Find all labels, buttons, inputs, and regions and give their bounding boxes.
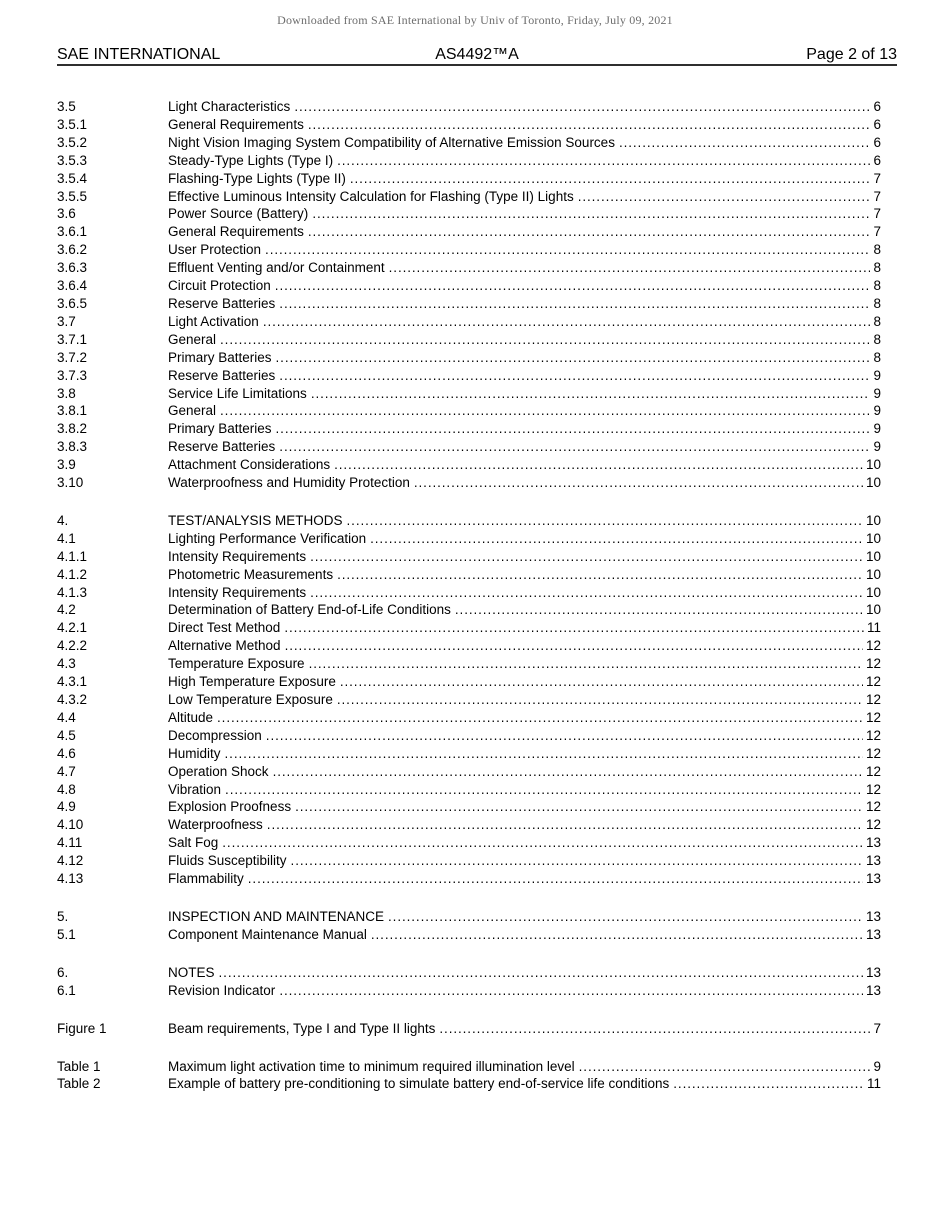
dot-leader <box>248 870 863 888</box>
toc-entry-page: 9 <box>873 421 881 437</box>
toc-entry-number: 4.1 <box>57 530 76 546</box>
toc-entry-page: 7 <box>873 170 881 186</box>
toc-entry-number: Table 2 <box>57 1076 101 1092</box>
toc-row <box>57 512 881 530</box>
toc-row <box>57 385 881 403</box>
dot-leader <box>285 637 863 655</box>
dot-leader <box>579 1058 871 1076</box>
toc-entry-page: 8 <box>873 295 881 311</box>
dot-leader <box>220 331 870 349</box>
toc-entry-number: 3.5.2 <box>57 134 88 150</box>
toc-row <box>57 763 881 781</box>
toc-row <box>57 1020 881 1038</box>
dot-leader <box>265 241 870 259</box>
toc-row <box>57 259 881 277</box>
toc-entry-number: 4.2.2 <box>57 638 88 654</box>
toc-entry-page: 10 <box>865 475 881 491</box>
dot-leader <box>388 908 863 926</box>
toc-entry-number: 6. <box>57 964 69 980</box>
toc-entry-page: 6 <box>873 116 881 132</box>
toc-entry-page: 10 <box>865 530 881 546</box>
toc-row <box>57 277 881 295</box>
toc-entry-number: 3.6.1 <box>57 224 88 240</box>
toc-entry-page: 9 <box>873 1058 881 1074</box>
toc-entry-title: General <box>168 403 217 419</box>
dot-leader <box>310 584 863 602</box>
toc-entry-title: Waterproofness and Humidity Protection <box>168 475 410 491</box>
toc-entry-page: 6 <box>873 99 881 114</box>
dot-leader <box>267 816 863 834</box>
dot-leader <box>370 530 863 548</box>
toc-row <box>57 619 881 637</box>
toc-entry-number: 4.1.3 <box>57 584 88 600</box>
toc-entry-title: NOTES <box>168 964 215 980</box>
toc-entry-number: 3.5.1 <box>57 116 88 132</box>
toc-entry-title: Beam requirements, Type I and Type II lights <box>168 1020 436 1036</box>
toc-entry-title: Lighting Performance Verification <box>168 530 367 546</box>
toc-entry-page: 10 <box>865 512 881 528</box>
toc-entry-number: 3.8.1 <box>57 403 88 419</box>
toc-entry-number: 4. <box>57 512 69 528</box>
toc-entry-page: 12 <box>865 709 881 725</box>
dot-leader <box>220 402 870 420</box>
toc-row <box>57 1058 881 1076</box>
toc-entry-number: 3.8 <box>57 385 76 401</box>
dot-leader <box>284 619 864 637</box>
dot-leader <box>334 456 863 474</box>
dot-leader <box>389 259 871 277</box>
dot-leader <box>455 601 863 619</box>
toc-entry-page: 13 <box>865 964 881 980</box>
toc-entry-title: Service Life Limitations <box>168 385 307 401</box>
toc-group-section-5 <box>57 908 881 944</box>
dot-leader <box>225 745 863 763</box>
toc-row <box>57 745 881 763</box>
toc-entry-page: 7 <box>873 224 881 240</box>
toc-entry-page: 8 <box>873 242 881 258</box>
toc-entry-title: Steady-Type Lights (Type I) <box>168 152 334 168</box>
toc-entry-page: 6 <box>873 152 881 168</box>
toc-row <box>57 474 881 492</box>
dot-leader <box>340 673 863 691</box>
toc-entry-number: 5. <box>57 908 69 924</box>
dot-leader <box>273 763 863 781</box>
toc-entry-number: 3.5.3 <box>57 152 88 168</box>
toc-row <box>57 1075 881 1093</box>
toc-entry-title: Alternative Method <box>168 638 281 654</box>
toc-entry-page: 12 <box>865 817 881 833</box>
header-doc-number: AS4492™A <box>435 46 519 63</box>
toc-row <box>57 982 881 1000</box>
toc-row <box>57 691 881 709</box>
toc-entry-page: 12 <box>865 674 881 690</box>
dot-leader <box>276 420 871 438</box>
toc-entry-title: Humidity <box>168 745 221 761</box>
toc-entry-title: Reserve Batteries <box>168 367 276 383</box>
toc-entry-page: 10 <box>865 584 881 600</box>
dot-leader <box>439 1020 870 1038</box>
toc-entry-title: Revision Indicator <box>168 982 276 998</box>
toc-row <box>57 313 881 331</box>
dot-leader <box>279 295 870 313</box>
toc-entry-title: Intensity Requirements <box>168 584 307 600</box>
toc-entry-page: 12 <box>865 692 881 707</box>
toc-entry-number: Table 1 <box>57 1058 101 1074</box>
toc-entry-page: 12 <box>865 781 881 797</box>
toc-entry-title: Effective Luminous Intensity Calculation for Flashing (Type II) Lights <box>168 188 574 204</box>
toc-entry-number: 4.8 <box>57 781 76 797</box>
dot-leader <box>291 852 863 870</box>
toc-entry-number: 3.8.3 <box>57 439 88 455</box>
dot-leader <box>350 170 871 188</box>
dot-leader <box>308 223 871 241</box>
dot-leader <box>279 367 870 385</box>
dot-leader <box>279 982 863 1000</box>
toc-row <box>57 908 881 926</box>
toc-group-section-6 <box>57 964 881 1000</box>
toc-group-section-3 <box>57 98 881 492</box>
download-watermark: Downloaded from SAE International by Univ of Toronto, Friday, July 09, 2021 <box>277 13 673 27</box>
toc-entry-page: 8 <box>873 278 881 294</box>
toc-row <box>57 241 881 259</box>
toc-entry-title: Waterproofness <box>168 817 263 833</box>
toc-entry-title: Operation Shock <box>168 763 269 779</box>
toc-entry-page: 8 <box>873 349 881 365</box>
toc-row <box>57 655 881 673</box>
toc-entry-title: Attachment Considerations <box>168 457 331 473</box>
toc-row <box>57 349 881 367</box>
toc-entry-number: 4.3.1 <box>57 674 88 690</box>
toc-entry-title: General Requirements <box>168 116 304 132</box>
toc-entry-title: Power Source (Battery) <box>168 206 309 222</box>
header-rule <box>57 64 897 66</box>
toc-entry-page: 7 <box>873 1020 881 1036</box>
toc-row <box>57 709 881 727</box>
toc-entry-number: 4.6 <box>57 745 76 761</box>
toc-row <box>57 548 881 566</box>
toc-entry-title: TEST/ANALYSIS METHODS <box>168 512 343 528</box>
toc-entry-page: 9 <box>873 439 881 455</box>
toc-entry-number: 3.7.3 <box>57 367 88 383</box>
toc-group-figures <box>57 1020 881 1038</box>
toc-row <box>57 331 881 349</box>
toc-row <box>57 673 881 691</box>
dot-leader <box>311 385 871 403</box>
dot-leader <box>225 781 863 799</box>
dot-leader <box>275 277 871 295</box>
toc-entry-number: 4.7 <box>57 763 76 779</box>
dot-leader <box>295 798 863 816</box>
toc-entry-number: 4.13 <box>57 871 84 887</box>
toc-row <box>57 926 881 944</box>
toc-entry-title: Photometric Measurements <box>168 566 334 582</box>
toc-row <box>57 834 881 852</box>
toc-row <box>57 964 881 982</box>
toc-entry-page: 13 <box>865 853 881 869</box>
toc-row <box>57 781 881 799</box>
toc-entry-title: Low Temperature Exposure <box>168 692 333 707</box>
toc-entry-title: Night Vision Imaging System Compatibility of Alternative Emission Sources <box>168 134 615 150</box>
toc-entry-page: 10 <box>865 566 881 582</box>
toc-entry-page: 7 <box>873 206 881 222</box>
toc-entry-number: 3.5.5 <box>57 188 88 204</box>
page-header <box>57 45 897 64</box>
toc-entry-number: 4.1.2 <box>57 566 88 582</box>
dot-leader <box>308 116 871 134</box>
toc-entry-title: General Requirements <box>168 224 304 240</box>
dot-leader <box>347 512 863 530</box>
toc-entry-title: Maximum light activation time to minimum required illumination level <box>168 1058 575 1074</box>
toc-group-tables <box>57 1058 881 1094</box>
dot-leader <box>294 98 870 116</box>
toc-entry-page: 8 <box>873 313 881 329</box>
toc-entry-title: INSPECTION AND MAINTENANCE <box>168 908 385 924</box>
toc-entry-number: 4.9 <box>57 799 76 815</box>
toc-entry-title: Reserve Batteries <box>168 295 276 311</box>
toc-entry-number: 3.10 <box>57 475 84 491</box>
toc-entry-title: Salt Fog <box>168 835 219 851</box>
toc-entry-number: 4.12 <box>57 853 84 869</box>
dot-leader <box>673 1075 864 1093</box>
toc-row <box>57 134 881 152</box>
toc-entry-page: 12 <box>865 638 881 654</box>
dot-leader <box>414 474 863 492</box>
toc-entry-page: 11 <box>866 1076 881 1092</box>
toc-entry-page: 8 <box>873 331 881 347</box>
toc-entry-title: Effluent Venting and/or Containment <box>168 260 385 276</box>
toc-entry-page: 6 <box>873 134 881 150</box>
toc-entry-page: 11 <box>866 620 881 636</box>
dot-leader <box>578 188 871 206</box>
toc-row <box>57 870 881 888</box>
toc-entry-number: 3.9 <box>57 457 76 473</box>
toc-group-section-4 <box>57 512 881 888</box>
toc-entry-number: 3.6.4 <box>57 278 88 294</box>
toc-row <box>57 152 881 170</box>
toc-row <box>57 295 881 313</box>
toc-entry-title: Flammability <box>168 871 244 887</box>
dot-leader <box>266 727 863 745</box>
toc-entry-title: Intensity Requirements <box>168 548 307 564</box>
toc-entry-title: User Protection <box>168 242 262 258</box>
toc-entry-page: 9 <box>873 367 881 383</box>
toc-row <box>57 456 881 474</box>
toc-row <box>57 98 881 116</box>
toc-entry-number: 4.11 <box>57 835 83 851</box>
dot-leader <box>337 566 863 584</box>
dot-leader <box>619 134 871 152</box>
toc-entry-page: 9 <box>873 403 881 419</box>
toc-entry-title: Example of battery pre-conditioning to simulate battery end-of-service life conditions <box>168 1076 670 1092</box>
toc-entry-page: 10 <box>865 457 881 473</box>
dot-leader <box>217 709 863 727</box>
toc-entry-page: 12 <box>865 656 881 672</box>
toc-entry-title: Altitude <box>168 709 214 725</box>
toc-entry-title: Light Characteristics <box>168 99 291 114</box>
toc-entry-title: Reserve Batteries <box>168 439 276 455</box>
dot-leader <box>337 691 863 709</box>
toc-row <box>57 402 881 420</box>
toc-entry-title: Primary Batteries <box>168 421 272 437</box>
toc-entry-title: Flashing-Type Lights (Type II) <box>168 170 346 186</box>
toc-entry-title: Component Maintenance Manual <box>168 926 367 942</box>
dot-leader <box>337 152 870 170</box>
toc-row <box>57 584 881 602</box>
toc-row <box>57 420 881 438</box>
dot-leader <box>279 438 870 456</box>
toc-entry-page: 13 <box>865 982 881 998</box>
toc-entry-page: 13 <box>865 871 881 887</box>
toc-entry-number: 3.8.2 <box>57 421 88 437</box>
toc-entry-title: Circuit Protection <box>168 278 271 294</box>
toc-entry-number: 4.2.1 <box>57 620 88 636</box>
toc-entry-title: Vibration <box>168 781 222 797</box>
toc-entry-page: 12 <box>865 745 881 761</box>
toc-entry-page: 7 <box>873 188 881 204</box>
toc-entry-title: General <box>168 331 217 347</box>
toc-entry-number: 5.1 <box>57 926 76 942</box>
dot-leader <box>310 548 863 566</box>
toc-entry-number: 3.6.3 <box>57 260 88 276</box>
table-of-contents <box>57 98 881 1093</box>
toc-row <box>57 798 881 816</box>
header-page-label: Page 2 of 13 <box>806 46 897 63</box>
toc-row <box>57 170 881 188</box>
toc-entry-number: 4.10 <box>57 817 84 833</box>
toc-entry-title: Explosion Proofness <box>168 799 292 815</box>
toc-entry-title: High Temperature Exposure <box>168 674 336 690</box>
toc-entry-page: 12 <box>865 763 881 779</box>
toc-row <box>57 852 881 870</box>
dot-leader <box>309 655 863 673</box>
toc-entry-number: 3.7.1 <box>57 331 88 347</box>
toc-entry-number: 4.5 <box>57 727 76 743</box>
toc-entry-number: 3.7.2 <box>57 349 88 365</box>
toc-entry-number: 4.1.1 <box>57 548 88 564</box>
toc-row <box>57 438 881 456</box>
toc-entry-number: 3.5.4 <box>57 170 88 186</box>
dot-leader <box>312 205 870 223</box>
toc-row <box>57 601 881 619</box>
toc-row <box>57 530 881 548</box>
toc-entry-title: Light Activation <box>168 313 259 329</box>
header-org: SAE INTERNATIONAL <box>57 46 221 63</box>
toc-entry-number: 3.6.5 <box>57 295 88 311</box>
toc-entry-number: 3.6 <box>57 206 76 222</box>
toc-entry-page: 9 <box>873 385 881 401</box>
toc-row <box>57 816 881 834</box>
toc-entry-number: 3.7 <box>57 313 76 329</box>
toc-entry-title: Determination of Battery End-of-Life Conditions <box>168 602 451 618</box>
toc-row <box>57 727 881 745</box>
toc-entry-page: 10 <box>865 548 881 564</box>
toc-entry-page: 13 <box>865 835 881 851</box>
toc-entry-number: 4.3 <box>57 656 76 672</box>
dot-leader <box>222 834 863 852</box>
toc-entry-number: 4.3.2 <box>57 692 88 707</box>
toc-entry-number: 6.1 <box>57 982 76 998</box>
toc-entry-number: 3.6.2 <box>57 242 88 258</box>
toc-row <box>57 367 881 385</box>
toc-entry-title: Direct Test Method <box>168 620 281 636</box>
toc-entry-title: Temperature Exposure <box>168 656 305 672</box>
toc-row <box>57 205 881 223</box>
toc-entry-page: 13 <box>865 908 881 924</box>
toc-row <box>57 637 881 655</box>
dot-leader <box>276 349 871 367</box>
toc-row <box>57 116 881 134</box>
toc-entry-number: 4.2 <box>57 602 76 618</box>
toc-entry-page: 12 <box>865 799 881 815</box>
toc-entry-page: 12 <box>865 727 881 743</box>
toc-entry-title: Decompression <box>168 727 262 743</box>
dot-leader <box>263 313 871 331</box>
toc-entry-page: 10 <box>865 602 881 618</box>
toc-entry-number: 3.5 <box>57 99 76 114</box>
dot-leader <box>219 964 863 982</box>
toc-row <box>57 188 881 206</box>
toc-row <box>57 223 881 241</box>
toc-entry-number: Figure 1 <box>57 1020 107 1036</box>
toc-entry-title: Primary Batteries <box>168 349 272 365</box>
toc-entry-number: 4.4 <box>57 709 76 725</box>
toc-entry-page: 13 <box>865 926 881 942</box>
toc-row <box>57 566 881 584</box>
toc-entry-page: 8 <box>873 260 881 276</box>
toc-entry-title: Fluids Susceptibility <box>168 853 287 869</box>
dot-leader <box>371 926 863 944</box>
